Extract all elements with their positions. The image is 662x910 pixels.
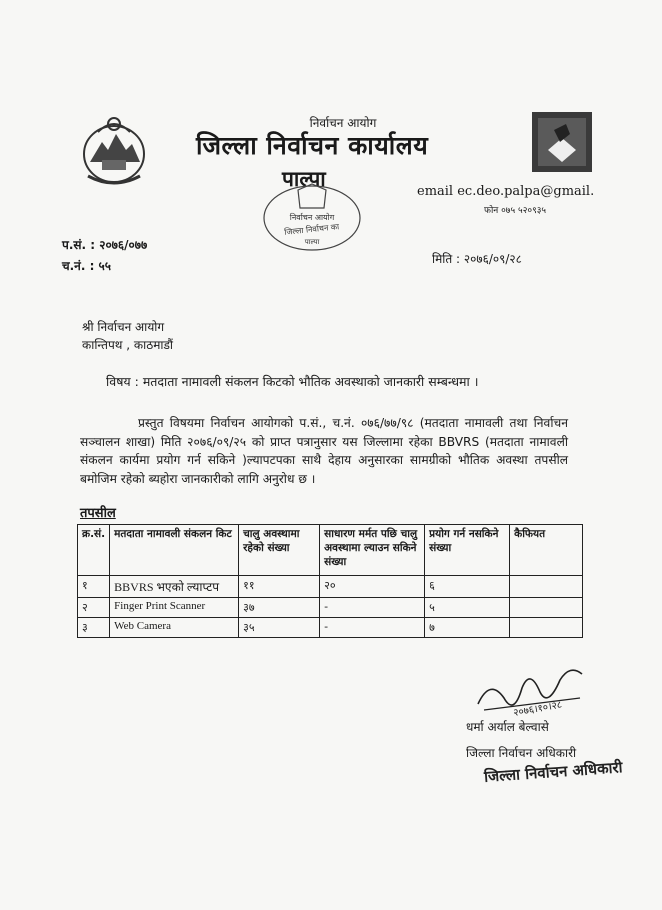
table-row <box>78 618 583 638</box>
col-unusable: प्रयोग गर्न नसकिने संख्या <box>425 525 510 576</box>
cell-sn: ३ <box>78 618 110 638</box>
seal-line-3: पाल्पा <box>304 238 320 246</box>
col-kit: मतदाता नामावली संकलन किट <box>110 525 239 576</box>
commission-name: निर्वाचन आयोग <box>309 116 377 130</box>
cell-kit: Finger Print Scanner <box>110 598 239 618</box>
details-heading: तपसील <box>80 506 116 521</box>
col-repairable: साधारण मर्मत पछि चालु अवस्थामा ल्याउन सकिने संख्या <box>320 525 425 576</box>
cell-kit: Web Camera <box>110 618 239 638</box>
letter-body: प्रस्तुत विषयमा निर्वाचन आयोगको प.सं., च.नं. ०७६/७७/९८ (मतदाता नामावली तथा निर्वाचन सञ्चालन शाखा) मिति २०७६/०९/२५ को प्राप्त पत्रानुसार यस जिल्लामा रहेका BBVRS (मतदाता नामावली संकलन कार्यमा प्रयोग गर्न सकिने )ल्यापटपका साथै देहाय अनुसारका सामग्रीको भौतिक अवस्था तपसील बमोजिम रहेको ब्यहोरा जानकारीको लागि अनुरोध छ । <box>80 416 568 486</box>
letter-ps-number: प.सं. : २०७६/०७७ <box>62 238 148 252</box>
letter-cn-number: च.नं. : ५५ <box>62 259 112 273</box>
cell-working: ३७ <box>239 598 320 618</box>
signature-date: २०७६।१०।२८ <box>512 699 563 719</box>
cell-remarks <box>510 598 583 618</box>
table-row <box>78 576 583 598</box>
letter-date: मिति : २०७६/०९/२८ <box>432 252 522 266</box>
seal-line-2: जिल्ला निर्वाचन का <box>283 222 340 237</box>
office-title: जिल्ला निर्वाचन कार्यालय <box>196 131 429 160</box>
cell-repairable: - <box>320 598 425 618</box>
election-commission-logo-icon <box>532 112 592 172</box>
cell-unusable: ७ <box>425 618 510 638</box>
table-header-row <box>78 525 583 576</box>
addressee-address: कान्तिपथ , काठमाडौं <box>82 338 174 352</box>
kit-status-table <box>77 524 583 638</box>
letter-subject: विषय : मतदाता नामावली संकलन किटको भौतिक अवस्थाको जानकारी सम्बन्धमा । <box>106 374 479 389</box>
addressee-name: श्री निर्वाचन आयोग <box>82 320 165 334</box>
office-seal-icon <box>258 182 366 254</box>
cell-repairable: - <box>320 618 425 638</box>
phone-number: फोन ०७५ ५२०९३५ <box>484 206 547 216</box>
cell-remarks <box>510 576 583 598</box>
cell-kit: BBVRS भएको ल्याप्टप <box>110 576 239 598</box>
cell-sn: १ <box>78 576 110 598</box>
district-name: पाल्पा <box>282 167 326 191</box>
col-working: चालु अवस्थामा रहेको संख्या <box>239 525 320 576</box>
designation-stamp: जिल्ला निर्वाचन अधिकारी <box>483 758 624 786</box>
col-serial: क्र.सं. <box>78 525 110 576</box>
cell-remarks <box>510 618 583 638</box>
cell-repairable: २० <box>320 576 425 598</box>
table-row <box>78 598 583 618</box>
signer-name: धर्मा अर्याल बेल्वासे <box>466 720 549 734</box>
signer-designation: जिल्ला निर्वाचन अधिकारी <box>466 746 577 760</box>
cell-unusable: ५ <box>425 598 510 618</box>
col-remarks: कैफियत <box>510 525 583 576</box>
seal-line-1: निर्वाचन आयोग <box>289 213 335 222</box>
cell-sn: २ <box>78 598 110 618</box>
cell-working: ३५ <box>239 618 320 638</box>
cell-unusable: ६ <box>425 576 510 598</box>
email-address: email ec.deo.palpa@gmail. <box>417 184 595 199</box>
cell-working: ११ <box>239 576 320 598</box>
